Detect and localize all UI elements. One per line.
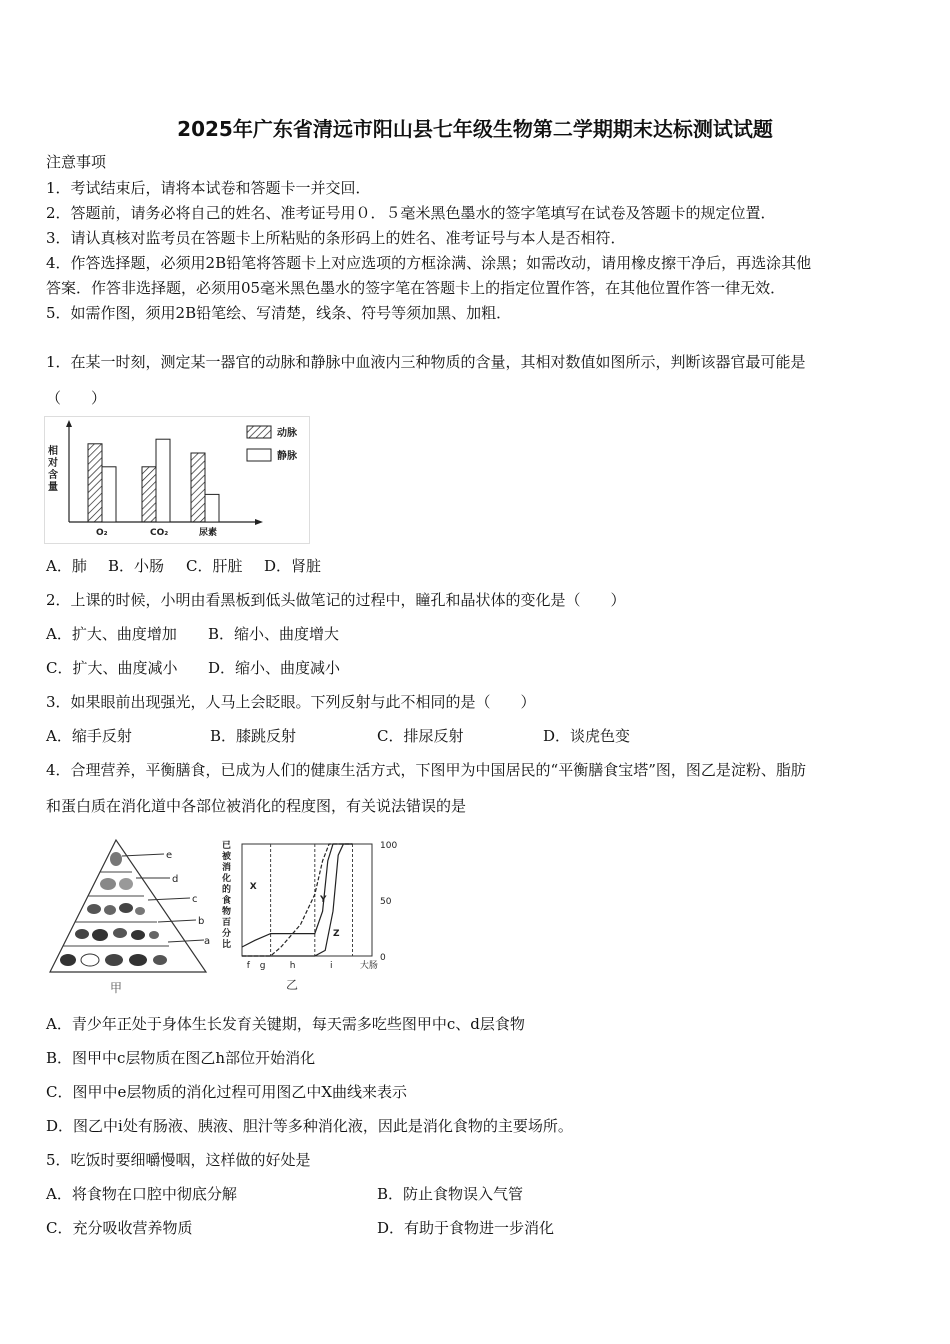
y-tick-label: 100 xyxy=(380,841,398,851)
q2-option-a[interactable]: A．扩大、曲度增加 xyxy=(46,625,177,643)
legend-label-artery: 动脉 xyxy=(277,428,297,439)
q1-bar-chart xyxy=(44,416,310,544)
y-tick-label: 0 xyxy=(380,953,386,963)
q5-option-d[interactable]: D．有助于食物进一步消化 xyxy=(377,1219,555,1237)
bar-artery-2 xyxy=(191,453,205,522)
legend-swatch-vein xyxy=(247,449,271,461)
q5-stem: 5．吃饭时要细嚼慢咽，这样做的好处是 xyxy=(46,1151,311,1169)
bar-vein-2 xyxy=(205,494,219,522)
q5-option-c[interactable]: C．充分吸收营养物质 xyxy=(46,1219,193,1237)
x-tick-label: h xyxy=(289,961,296,971)
q2-option-c[interactable]: C．扩大、曲度减小 xyxy=(46,659,178,677)
q1-option-d[interactable]: D．肾脏 xyxy=(264,557,322,575)
pointer-line xyxy=(122,854,164,856)
q4-option-c[interactable]: C．图甲中e层物质的消化过程可用图乙中X曲线来表示 xyxy=(46,1083,408,1101)
chart-title: 乙 xyxy=(286,978,299,992)
x-tick-label: 大肠 xyxy=(359,961,378,971)
q3-option-a[interactable]: A．缩手反射 xyxy=(46,727,132,745)
x-tick-label: 尿素 xyxy=(199,528,218,538)
notice-item: 4．作答选择题，必须用2B铅笔将答题卡上对应选项的方框涂满、涂黑；如需改动，请用橡皮擦干净后，再选涂其他 xyxy=(46,254,812,272)
notice-item: 5．如需作图，须用2B铅笔绘、写清楚，线条、符号等须加黑、加粗． xyxy=(46,304,512,322)
layer-label-c: c xyxy=(192,894,198,905)
layer-label-b: b xyxy=(198,916,205,927)
notice-item: 3．请认真核对监考员在答题卡上所粘贴的条形码上的姓名、准考证号与本人是否相符． xyxy=(46,229,626,247)
q5-option-b[interactable]: B．防止食物误入气管 xyxy=(377,1185,524,1203)
bar-vein-0 xyxy=(102,467,116,522)
q3-option-c[interactable]: C．排尿反射 xyxy=(377,727,464,745)
bar-vein-1 xyxy=(156,439,170,522)
series-label-X: X xyxy=(249,881,257,892)
page-title: 2025年广东省清远市阳山县七年级生物第二学期期末达标测试试题 xyxy=(177,117,773,141)
x-tick-label: O₂ xyxy=(96,528,108,538)
q1-option-b[interactable]: B．小肠 xyxy=(108,557,165,575)
bar-artery-1 xyxy=(142,467,156,522)
legend-label-vein: 静脉 xyxy=(277,451,297,462)
q3-option-b[interactable]: B．膝跳反射 xyxy=(210,727,297,745)
legend-swatch-artery xyxy=(247,426,271,438)
q1-stem: 1．在某一时刻，测定某一器官的动脉和静脉中血液内三种物质的含量，其相对数值如图所示，判断该器官最可能是 xyxy=(46,353,806,371)
q3-option-d[interactable]: D．谈虎色变 xyxy=(543,727,631,745)
x-tick-label: CO₂ xyxy=(150,528,169,538)
x-tick-label: i xyxy=(330,961,333,971)
y-axis-label: 相对含量 xyxy=(48,446,58,493)
notice-item: 2．答题前，请务必将自己的姓名、准考证号用０．５毫米黑色墨水的签字笔填写在试卷及答题卡的规定位置． xyxy=(46,204,776,222)
q2-option-d[interactable]: D．缩小、曲度减小 xyxy=(208,659,341,677)
series-label-Z: Z xyxy=(333,928,340,939)
q1-option-a[interactable]: A．肺 xyxy=(46,557,87,575)
layer-label-e: e xyxy=(166,850,173,861)
figure-caption-jia: 甲 xyxy=(110,981,123,995)
layer-label-a: a xyxy=(204,936,211,947)
q4-option-b[interactable]: B．图甲中c层物质在图乙h部位开始消化 xyxy=(46,1049,316,1067)
layer-label-d: d xyxy=(172,874,179,885)
notice-item: 1．考试结束后，请将本试卷和答题卡一并交回． xyxy=(46,179,371,197)
notice-item: 答案．作答非选择题，必须用05毫米黑色墨水的签字笔在答题卡上的指定位置作答，在其他位置作答一律无效． xyxy=(46,279,786,297)
food-pyramid-figure xyxy=(44,834,214,1000)
q2-stem: 2．上课的时候，小明由看黑板到低头做笔记的过程中，瞳孔和晶状体的变化是（ ） xyxy=(46,591,626,609)
q3-stem: 3．如果眼前出现强光，人马上会眨眼。下列反射与此不相同的是（ ） xyxy=(46,693,536,711)
y-axis-label: 已被消化的食物百分比 xyxy=(222,841,232,950)
q1-option-c[interactable]: C．肝脏 xyxy=(186,557,243,575)
q4-stem-line1: 4．合理营养，平衡膳食，已成为人们的健康生活方式，下图甲为中国居民的“平衡膳食宝塔”图，图乙是淀粉、脂肪 xyxy=(46,761,806,779)
q4-option-a[interactable]: A．青少年正处于身体生长发育关键期，每天需多吃些图甲中c、d层食物 xyxy=(46,1015,525,1033)
q4-stem-line2: 和蛋白质在消化道中各部位被消化的程度图，有关说法错误的是 xyxy=(46,797,467,815)
y-tick-label: 50 xyxy=(380,897,392,907)
x-tick-label: f xyxy=(246,961,250,971)
q1-paren: （ ） xyxy=(46,389,107,407)
digestion-line-chart xyxy=(216,834,404,994)
bar-artery-0 xyxy=(88,444,102,522)
q5-option-a[interactable]: A．将食物在口腔中彻底分解 xyxy=(46,1185,237,1203)
q2-option-b[interactable]: B．缩小、曲度增大 xyxy=(208,625,340,643)
series-label-Y: Y xyxy=(320,895,327,906)
x-tick-label: g xyxy=(259,961,266,971)
notice-heading: 注意事项 xyxy=(46,153,107,171)
q4-option-d[interactable]: D．图乙中i处有肠液、胰液、胆汁等多种消化液，因此是消化食物的主要场所。 xyxy=(46,1117,573,1135)
